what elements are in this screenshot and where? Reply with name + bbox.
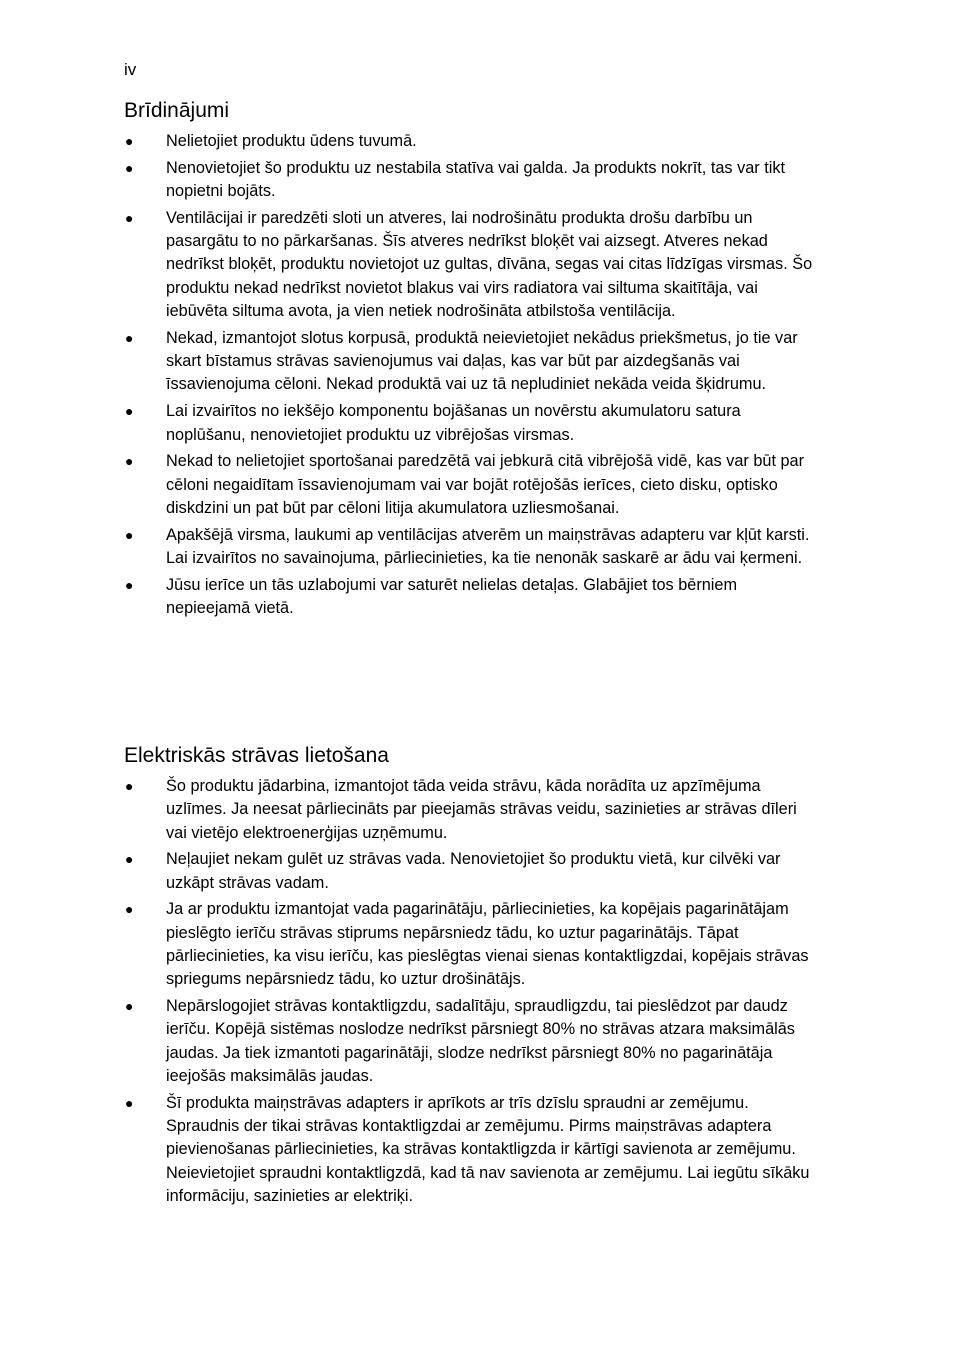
list-item [124, 450, 814, 520]
list-item-text: Šī produkta maiņstrāvas adapters ir aprīkots ar trīs dzīslu spraudni ar zemējumu. Spraudnis der tikai strāvas kontaktligzdai ar zemējumu. Pirms maiņstrāvas adaptera pievienošanas pārliecinieties, ka strāvas kontaktligzda ir kārtīgi savienota ar zemējumu. Neievietojiet spraudni kontaktligzdā, kad tā nav savienota ar zemējumu. Lai iegūtu sīkāku informāciju, sazinieties ar elektriķi. [166, 1093, 810, 1206]
list-item [124, 775, 814, 845]
bullet-icon: ● [125, 851, 134, 868]
page-number: iv [124, 60, 137, 79]
list-item-text: Ventilācijai ir paredzēti sloti un atveres, lai nodrošinātu produkta drošu darbību un pasargātu to no pārkaršanas. Šīs atveres nedrīkst bloķēt vai aizsegt. Atveres nekad nedrīkst bloķēt, produktu novietojot uz gultas, dīvāna, segas vai citas līdzīgas virsmas. Šo produktu nekad nedrīkst novietot blakus vai virs radiatora vai siltuma skaitītāja, vai iebūvēta siltuma avota, ja vien netiek nodrošināta atbilstoša ventilācija. [166, 208, 813, 321]
list-item-text: Apakšējā virsma, laukumi ap ventilācijas atverēm un maiņstrāvas adapteru var kļūt karsti. Lai izvairītos no savainojuma, pārliecinieties, ka tie nenonāk saskarē ar ādu vai ķermeni. [166, 525, 810, 568]
list-item-text: Šo produktu jādarbina, izmantojot tāda veida strāvu, kāda norādīta uz apzīmējuma uzlīmes. Ja neesat pārliecināts par pieejamās strāvas veidu, sazinieties ar strāvas dīleri vai vietējo elektroenerģijas uzņēmumu. [166, 777, 797, 842]
list-item-text: Ja ar produktu izmantojat vada pagarinātāju, pārliecinieties, ka kopējais pagarinātājam pieslēgto ierīču strāvas stiprums nepārsniedz tādu, ko uztur pagarinātājs. Tāpat pārliecinieties, ka visu ierīču, kas pieslēgtas vienai sienas kontaktligzdai, kopējais strāvas spriegums nepārsniedz tādu, ko uztur drošinātājs. [166, 900, 809, 989]
list-item [124, 524, 814, 571]
bullet-list [124, 775, 814, 1208]
list-item-text: Neļaujiet nekam gulēt uz strāvas vada. Nenovietojiet šo produktu vietā, kur cilvēki var uzkāpt strāvas vadam. [166, 850, 781, 892]
bullet-icon: ● [125, 1094, 134, 1111]
list-item [124, 898, 814, 991]
bullet-icon: ● [125, 998, 134, 1015]
bullet-icon: ● [125, 209, 134, 226]
list-item [124, 130, 814, 153]
bullet-icon: ● [125, 133, 134, 149]
list-item [124, 207, 814, 323]
list-item-text: Lai izvairītos no iekšējo komponentu bojāšanas un novērstu akumulatoru satura noplūšanu, nenovietojiet produktu uz vibrējošas virsmas. [166, 402, 741, 444]
list-item-text: Jūsu ierīce un tās uzlabojumi var saturēt nelielas detaļas. Glabājiet tos bērniem nepieejamā vietā. [166, 575, 738, 618]
section-warnings [124, 98, 814, 624]
bullet-icon: ● [125, 778, 134, 794]
bullet-icon: ● [125, 159, 134, 176]
list-item-text: Nepārslogojiet strāvas kontaktligzdu, sadalītāju, spraudligzdu, tai pieslēdzot par daudz ierīču. Kopējā sistēmas noslodze nedrīkst pārsniegt 80% no strāvas atzara maksimālās jaudas. Ja tiek izmantoti pagarinātāji, slodze nedrīkst pārsniegt 80% no pagarinātāja ieejošās maksimālās jaudas. [166, 997, 795, 1086]
section-title: Elektriskās strāvas lietošana [124, 744, 389, 767]
bullet-list [124, 130, 814, 620]
list-item-text: Nelietojiet produktu ūdens tuvumā. [166, 132, 417, 150]
list-item [124, 157, 814, 204]
list-item [124, 327, 814, 397]
list-item [124, 400, 814, 447]
list-item [124, 995, 814, 1088]
bullet-icon: ● [125, 526, 134, 543]
bullet-icon: ● [125, 403, 134, 420]
section-title: Brīdinājumi [124, 99, 230, 122]
bullet-icon: ● [125, 576, 134, 593]
list-item [124, 848, 814, 895]
bullet-icon: ● [125, 329, 134, 346]
list-item [124, 1092, 814, 1208]
bullet-icon: ● [125, 453, 134, 470]
list-item-text: Nekad to nelietojiet sportošanai paredzētā vai jebkurā citā vibrējošā vidē, kas var būt par cēloni negaidītam īssavienojumam vai var bojāt rotējošās ierīces, cieto disku, optisko diskdzini un pat būt par cēloni litija akumulatora uzliesmošanai. [166, 452, 805, 517]
section-electric-power [124, 743, 814, 1212]
bullet-icon: ● [125, 901, 134, 918]
list-item-text: Nenovietojiet šo produktu uz nestabila statīva vai galda. Ja produkts nokrīt, tas var tikt nopietni bojāts. [166, 158, 786, 201]
list-item-text: Nekad, izmantojot slotus korpusā, produktā neievietojiet nekādus priekšmetus, jo tie var skart bīstamus strāvas savienojumus vai daļas, kas var būt par aizdegšanās vai īssavienojuma cēloni. Nekad produktā vai uz tā nepludiniet nekāda veida šķidrumu. [166, 328, 798, 394]
list-item [124, 574, 814, 621]
